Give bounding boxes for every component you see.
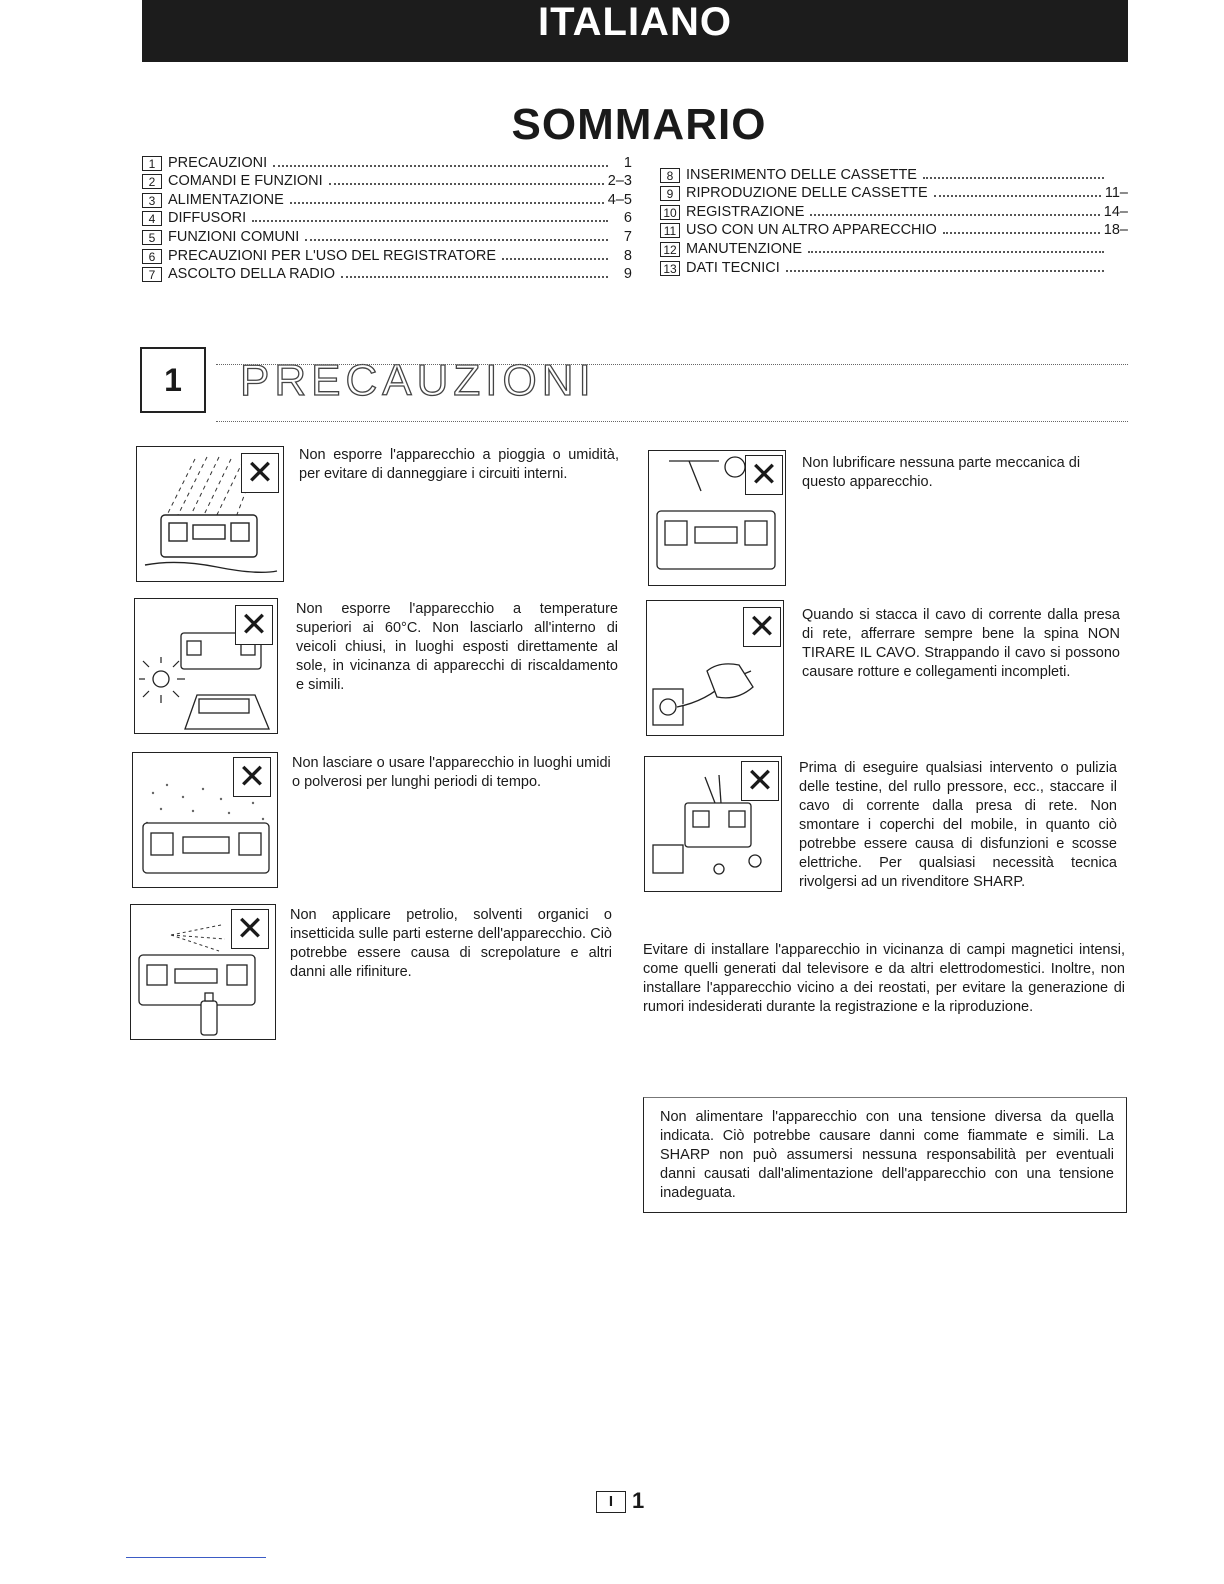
toc-item-page: 8	[623, 247, 632, 264]
toc-leader	[290, 202, 604, 204]
precaution-magnetic-text: Evitare di installare l'apparecchio in vicinanza di campi magnetici intensi, come quelli generati dal televisore e da altri elettrodomestici. Inoltre, non installare l'apparecchio vicino a dei reostati, per evitare la generazione di rumori indesiderati durante la registrazione e la riproduzione.	[643, 942, 1125, 1015]
toc-item[interactable]	[142, 171, 632, 190]
toc-item[interactable]	[142, 152, 632, 171]
lubricate-illustration	[648, 450, 786, 586]
toc-item[interactable]	[660, 201, 1128, 220]
toc-leader	[305, 239, 608, 241]
prohibited-icon: ✕	[741, 761, 779, 801]
toc-item-page: 4–5	[607, 191, 632, 208]
precaution-service-text: Prima di eseguire qualsiasi intervento o pulizia delle testine, del rullo pressore, ecc., staccare il cavo di corrente dalla presa di rete. Non smontare i coperchi del mobile, in quanto ciò potrebbe essere causa di disfunzioni e scosse elettriche. Per qualsiasi necessità tecnica rivolgersi ad un rivenditore SHARP.	[799, 760, 1117, 890]
toc-item-page: 9	[623, 266, 632, 283]
toc-leader	[923, 177, 1104, 179]
toc-leader	[252, 220, 608, 222]
footer-page-number: 1	[632, 1488, 645, 1513]
toc-left	[142, 152, 632, 282]
cable-illustration	[646, 600, 784, 736]
toc-item-number: 6	[142, 249, 162, 264]
rain-illustration	[136, 446, 284, 582]
toc-item-label: PRECAUZIONI	[168, 154, 268, 171]
toc-leader	[329, 183, 604, 185]
toc-item[interactable]	[142, 189, 632, 208]
toc-item[interactable]	[660, 164, 1128, 183]
voltage-warning-box	[643, 1097, 1127, 1213]
toc-item-number: 5	[142, 230, 162, 245]
toc-item-number: 7	[142, 267, 162, 282]
toc-item-label: ALIMENTAZIONE	[168, 191, 284, 208]
page-title: SOMMARIO	[511, 100, 767, 149]
toc-item-label: MANUTENZIONE	[686, 240, 802, 257]
toc-item-label: USO CON UN ALTRO APPARECCHIO	[686, 222, 937, 239]
prohibited-icon: ✕	[231, 909, 269, 949]
solvents-illustration	[130, 904, 276, 1040]
toc-item[interactable]	[660, 238, 1128, 257]
toc-item-number: 11	[660, 223, 680, 238]
toc-item[interactable]	[142, 245, 632, 264]
toc-item-number: 10	[660, 205, 680, 220]
toc-item[interactable]	[142, 208, 632, 227]
service-illustration	[644, 756, 782, 892]
precaution-heat-text: Non esporre l'apparecchio a temperature superiori ai 60°C. Non lasciarlo all'interno di veicoli chiusi, in luoghi esposti direttamente al sole, in vicinanza di apparecchi di riscaldamento e simili.	[296, 601, 618, 693]
footer-section-box: I	[596, 1491, 626, 1513]
toc-item[interactable]	[142, 226, 632, 245]
toc-leader	[273, 165, 608, 167]
toc-leader	[502, 258, 608, 260]
toc-item-number: 2	[142, 174, 162, 189]
toc-item-page: 7	[623, 228, 632, 245]
precaution-cable-text: Quando si stacca il cavo di corrente dalla presa di rete, afferrare sempre bene la spina NON TIRARE IL CAVO. Strappando il cavo si possono causare rotture e collegamenti incompleti.	[802, 607, 1120, 680]
toc-item-number: 13	[660, 261, 680, 276]
section-rule-bottom	[216, 421, 1128, 422]
dust-illustration	[132, 752, 278, 888]
toc-item-number: 8	[660, 168, 680, 183]
toc-item-page: 6	[623, 210, 632, 227]
toc-item-page: 1	[623, 154, 632, 171]
prohibited-icon: ✕	[743, 607, 781, 647]
section-number: 1	[140, 347, 206, 413]
section-rule-top	[216, 364, 1128, 365]
toc-item-number: 3	[142, 193, 162, 208]
toc-leader	[808, 251, 1104, 253]
precaution-dust-text: Non lasciare o usare l'apparecchio in luoghi umidi o polverosi per lunghi periodi di tempo.	[292, 755, 611, 790]
precaution-rain-text: Non esporre l'apparecchio a pioggia o umidità, per evitare di danneggiare i circuiti interni.	[299, 447, 619, 482]
toc-leader	[934, 195, 1101, 197]
prohibited-icon: ✕	[745, 455, 783, 495]
prohibited-icon: ✕	[233, 757, 271, 797]
toc-item-number: 4	[142, 211, 162, 226]
toc-item-label: REGISTRAZIONE	[686, 203, 805, 220]
toc-item-label: PRECAUZIONI PER L'USO DEL REGISTRATORE	[168, 247, 497, 264]
toc-leader	[341, 276, 608, 278]
language-banner	[142, 0, 1128, 62]
toc-item[interactable]	[660, 220, 1128, 239]
precaution-solvents-text: Non applicare petrolio, solventi organici o insetticida sulle parti esterne dell'apparecchio. Ciò potrebbe essere causa di screpolature e altri danni alle rifiniture.	[290, 907, 612, 980]
toc-item-page: 11–	[1104, 185, 1128, 202]
footer-link-underline	[126, 1557, 266, 1558]
toc-item-page: 14–	[1103, 203, 1128, 220]
language-label: ITALIANO	[538, 0, 732, 44]
toc-item[interactable]	[660, 183, 1128, 202]
toc-item-label: RIPRODUZIONE DELLE CASSETTE	[686, 185, 928, 202]
voltage-warning-text: Non alimentare l'apparecchio con una tensione diversa da quella indicata. Ciò potrebbe causare danni come fiammate e simili. La SHARP non può assumersi nessuna responsabilità per eventuali danni causati dall'alimentazione dell'apparecchio con una tensione inadeguata.	[660, 1109, 1114, 1201]
toc-leader	[786, 270, 1104, 272]
toc-item-label: DATI TECNICI	[686, 259, 780, 276]
toc-leader	[810, 214, 1099, 216]
prohibited-icon: ✕	[241, 453, 279, 493]
heat-illustration	[134, 598, 278, 734]
toc-leader	[943, 232, 1100, 234]
toc-item-label: INSERIMENTO DELLE CASSETTE	[686, 166, 917, 183]
toc-item-page: 2–3	[607, 173, 632, 190]
toc-item-label: ASCOLTO DELLA RADIO	[168, 266, 336, 283]
toc-item-label: COMANDI E FUNZIONI	[168, 173, 323, 190]
precaution-lubricate-text: Non lubrificare nessuna parte meccanica di questo apparecchio.	[802, 455, 1081, 490]
toc-item[interactable]	[142, 264, 632, 283]
prohibited-icon: ✕	[235, 605, 273, 645]
toc-item[interactable]	[660, 257, 1128, 276]
section-title: PRECAUZIONI	[240, 356, 596, 405]
page-footer	[596, 1488, 644, 1514]
toc-item-page: 18–	[1103, 222, 1128, 239]
toc-item-label: FUNZIONI COMUNI	[168, 228, 300, 245]
toc-item-number: 1	[142, 156, 162, 171]
toc-item-label: DIFFUSORI	[168, 210, 247, 227]
toc-right	[660, 164, 1128, 276]
toc-item-number: 12	[660, 242, 680, 257]
toc-item-number: 9	[660, 186, 680, 201]
